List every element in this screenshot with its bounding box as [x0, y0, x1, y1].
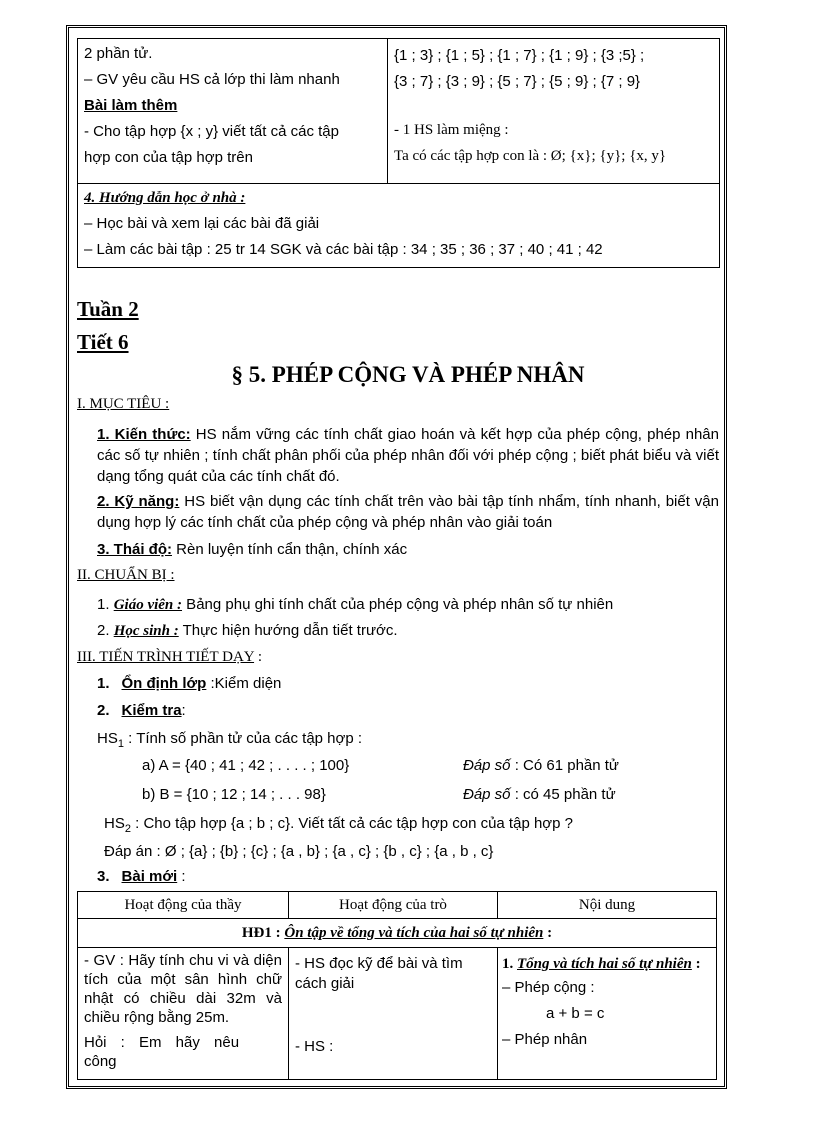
- student-hs: - HS :: [295, 1038, 334, 1055]
- addition-formula: a + b = c: [546, 1005, 605, 1022]
- answer-b: [463, 784, 616, 805]
- attitude-text: Rèn luyện tính cẩn thận, chính xác: [172, 541, 408, 558]
- knowledge-label: 1. Kiến thức:: [97, 426, 191, 443]
- teacher-activity-cell: [78, 948, 289, 1080]
- answer-a-text: : Có 61 phần tử: [510, 757, 619, 774]
- teacher-ask: Hỏi : Em hãy nêu công: [84, 1034, 240, 1070]
- objective-attitude: [97, 539, 407, 560]
- multiplication-label: – Phép nhân: [502, 1031, 588, 1048]
- knowledge-text: HS nắm vững các tính chất giao hoán và kết hợp của phép cộng, phép nhân các số tự nhiên ; tính chất phân phối của phép nhân đối với phép cộng ; biết phát biểu và viết dạng tổng quát của các tính chất đó.: [97, 426, 719, 485]
- top-table-right-cell: [388, 39, 720, 184]
- prep-teacher: [97, 594, 613, 616]
- prep-student-text: Thực hiện hướng dẫn tiết trước.: [178, 622, 398, 639]
- step3-suffix: :: [177, 868, 186, 885]
- right-line: Ta có các tập hợp con là : Ø; {x}; {y}; {x, y}: [394, 148, 667, 164]
- prep-teacher-label: Giáo viên :: [113, 597, 183, 613]
- header-student: Hoạt động của trò: [289, 892, 498, 919]
- homework-item: – Làm các bài tập : 25 tr 14 SGK và các bài tập : 34 ; 35 ; 36 ; 37 ; 40 ; 41 ; 42: [84, 241, 603, 258]
- homework-item: – Học bài và xem lại các bài đã giải: [84, 215, 320, 232]
- top-table-left-cell: [78, 39, 388, 184]
- hd1-row: [78, 919, 717, 948]
- answer-b-text: : có 45 phần tử: [510, 786, 616, 803]
- hs2-text: : Cho tập hợp {a ; b ; c}. Viết tất cả các tập hợp con của tập hợp ?: [130, 815, 573, 832]
- objectives-heading: I. MỤC TIÊU :: [77, 396, 170, 412]
- homework-title: 4. Hướng dẫn học ở nhà :: [84, 190, 246, 206]
- hs1-sub: 1: [117, 738, 124, 750]
- week-label: Tuần 2: [77, 297, 139, 321]
- hs1-text: : Tính số phần tử của các tập hợp :: [123, 730, 363, 747]
- right-line: - 1 HS làm miệng :: [394, 122, 509, 138]
- left-line: - Cho tập hợp {x ; y} viết tất cả các tập: [84, 123, 339, 140]
- procedure-heading: [77, 647, 262, 668]
- hd1-label: HĐ1 :: [241, 925, 285, 941]
- left-line: – GV yêu cầu HS cả lớp thi làm nhanh: [84, 71, 340, 88]
- left-line: 2 phần tử.: [84, 45, 153, 62]
- answer-b-label: Đáp số: [463, 786, 511, 803]
- hs1-line: [97, 728, 362, 755]
- student-text: - HS đọc kỹ để bài và tìm cách giải: [295, 955, 463, 992]
- item-b: b) B = {10 ; 12 ; 14 ; . . . 98}: [142, 786, 326, 803]
- content-num: 1.: [502, 956, 517, 972]
- objective-knowledge: [97, 424, 719, 487]
- period-label: Tiết 6: [77, 330, 129, 354]
- right-line: {3 ; 7} ; {3 ; 9} ; {5 ; 7} ; {5 ; 9} ; {7 ; 9}: [394, 73, 641, 90]
- extra-work-heading: Bài làm thêm: [84, 97, 178, 114]
- teacher-text: - GV : Hãy tính chu vi và diện tích của một sân hình chữ nhật có chiều dài 32m và chiều rộng bằng 25m.: [84, 952, 282, 1026]
- hs1-prefix: HS: [97, 730, 118, 747]
- content-heading: [502, 954, 710, 974]
- hs2-answer: Đáp án : Ø ; {a} ; {b} ; {c} ; {a , b} ; {a , c} ; {b , c} ; {a , b , c}: [104, 843, 494, 860]
- header-content: Nội dung: [498, 892, 717, 919]
- procedure-heading-text: III. TIẾN TRÌNH TIẾT DẠY: [77, 649, 255, 665]
- right-line: {1 ; 3} ; {1 ; 5} ; {1 ; 7} ; {1 ; 9} ; {3 ;5} ;: [394, 47, 645, 64]
- step3-label: Bài mới: [121, 868, 178, 885]
- activity-table: [77, 891, 717, 1080]
- skills-text: HS biết vận dụng các tính chất trên vào bài tập tính nhẩm, tính nhanh, biết vận dụng hợp lý các tính chất của phép cộng và phép nhân vào giải toán: [97, 493, 719, 531]
- objective-skills: [97, 491, 719, 533]
- step2-label: Kiểm tra: [121, 702, 182, 719]
- content-title: Tổng và tích hai số tự nhiên: [517, 956, 692, 972]
- addition-label: – Phép cộng :: [502, 979, 595, 996]
- prep-teacher-num: 1.: [97, 596, 114, 613]
- attitude-label: 3. Thái độ:: [97, 541, 172, 558]
- left-line: hợp con của tập hợp trên: [84, 149, 253, 166]
- student-activity-cell: [289, 948, 498, 1080]
- step-3: [97, 866, 186, 887]
- hs2-line: [104, 813, 573, 840]
- step2-suffix: :: [181, 702, 186, 719]
- item-a: a) A = {40 ; 41 ; 42 ; . . . . ; 100}: [142, 757, 350, 774]
- step1-num: 1.: [97, 675, 110, 692]
- answer-a-label: Đáp số: [463, 757, 511, 774]
- step1-label: Ổn định lớp: [121, 675, 207, 692]
- hs2-prefix: HS: [104, 815, 125, 832]
- lesson-title: § 5. PHÉP CỘNG VÀ PHÉP NHÂN: [231, 362, 585, 387]
- step3-num: 3.: [97, 868, 110, 885]
- step-1: [97, 673, 281, 694]
- prep-student: [97, 620, 398, 642]
- top-table: [77, 38, 720, 268]
- answer-a: [463, 755, 619, 776]
- hd1-suffix: :: [543, 925, 553, 941]
- prep-teacher-text: Bảng phụ ghi tính chất của phép cộng và phép nhân số tự nhiên: [182, 596, 614, 613]
- skills-label: 2. Kỹ năng:: [97, 493, 180, 510]
- step1-text: :Kiểm diện: [206, 675, 282, 692]
- hd1-title: Ôn tập về tổng và tích của hai số tự nhiên: [284, 925, 544, 941]
- content-cell: [498, 948, 717, 1080]
- preparation-heading: II. CHUẨN BỊ :: [77, 567, 175, 583]
- content-suffix: :: [691, 956, 701, 972]
- hs2-sub: 2: [124, 823, 131, 835]
- step-2: [97, 700, 186, 721]
- prep-student-label: Học sinh :: [113, 623, 179, 639]
- prep-student-num: 2.: [97, 622, 114, 639]
- header-teacher: Hoạt động của thầy: [78, 892, 289, 919]
- step2-num: 2.: [97, 702, 110, 719]
- homework-cell: [78, 184, 720, 268]
- procedure-heading-suffix: :: [254, 649, 262, 665]
